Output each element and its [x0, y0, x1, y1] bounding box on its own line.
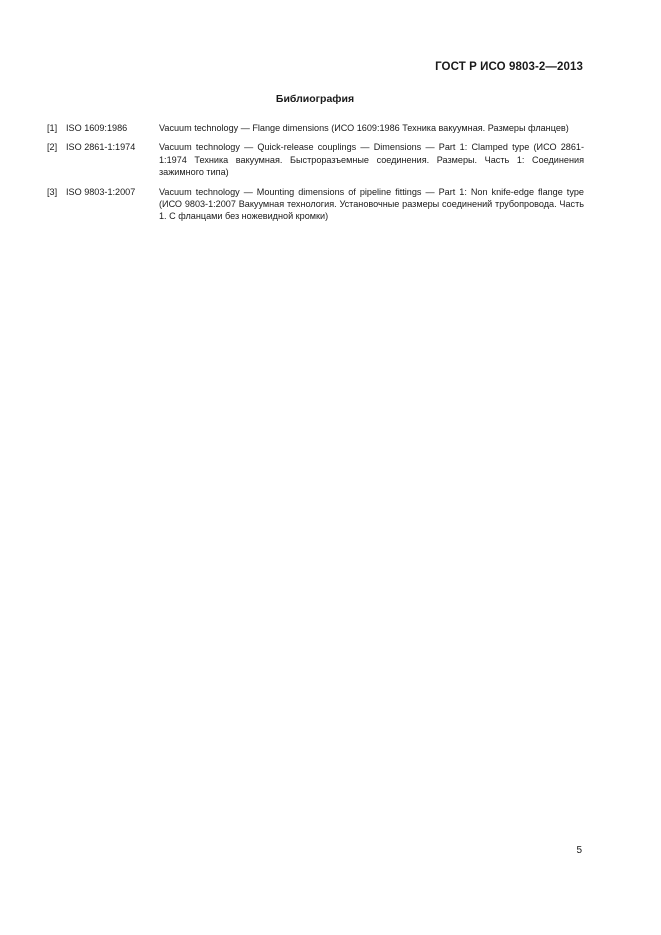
- standard-header: ГОСТ Р ИСО 9803-2—2013: [435, 61, 583, 73]
- entry-reference: ISO 2861-1:1974: [66, 142, 136, 153]
- entry-description: Vacuum technology — Quick-release couplings — Dimensions — Part 1: Clamped type (ИСО 2861-1:1974 Техника вакуумная. Быстроразъемные соединения. Размеры. Часть 1: Соединения зажимного типа): [159, 142, 584, 178]
- entry-description: Vacuum technology — Mounting dimensions of pipeline fittings — Part 1: Non knife-edge flange type (ИСО 9803-1:2007 Вакуумная технология. Установочные размеры соединений трубопровода. Часть 1. С фланцами без ножевидной кромки): [159, 186, 584, 222]
- entry-description: Vacuum technology — Flange dimensions (ИСО 1609:1986 Техника вакуумная. Размеры фланцев): [159, 123, 569, 133]
- bibliography-entry: [47, 141, 584, 178]
- entry-number: [1]: [47, 123, 58, 133]
- entry-reference: ISO 1609:1986: [66, 123, 128, 133]
- page-number: 5: [576, 845, 582, 856]
- entry-number: [3]: [47, 186, 58, 197]
- entry-number: [2]: [47, 142, 58, 153]
- bibliography-entry: [47, 186, 584, 223]
- section-title: Библиография: [275, 93, 355, 105]
- entry-reference: ISO 9803-1:2007: [66, 186, 136, 197]
- bibliography-entry: [47, 122, 584, 134]
- bibliography-list: [47, 122, 584, 230]
